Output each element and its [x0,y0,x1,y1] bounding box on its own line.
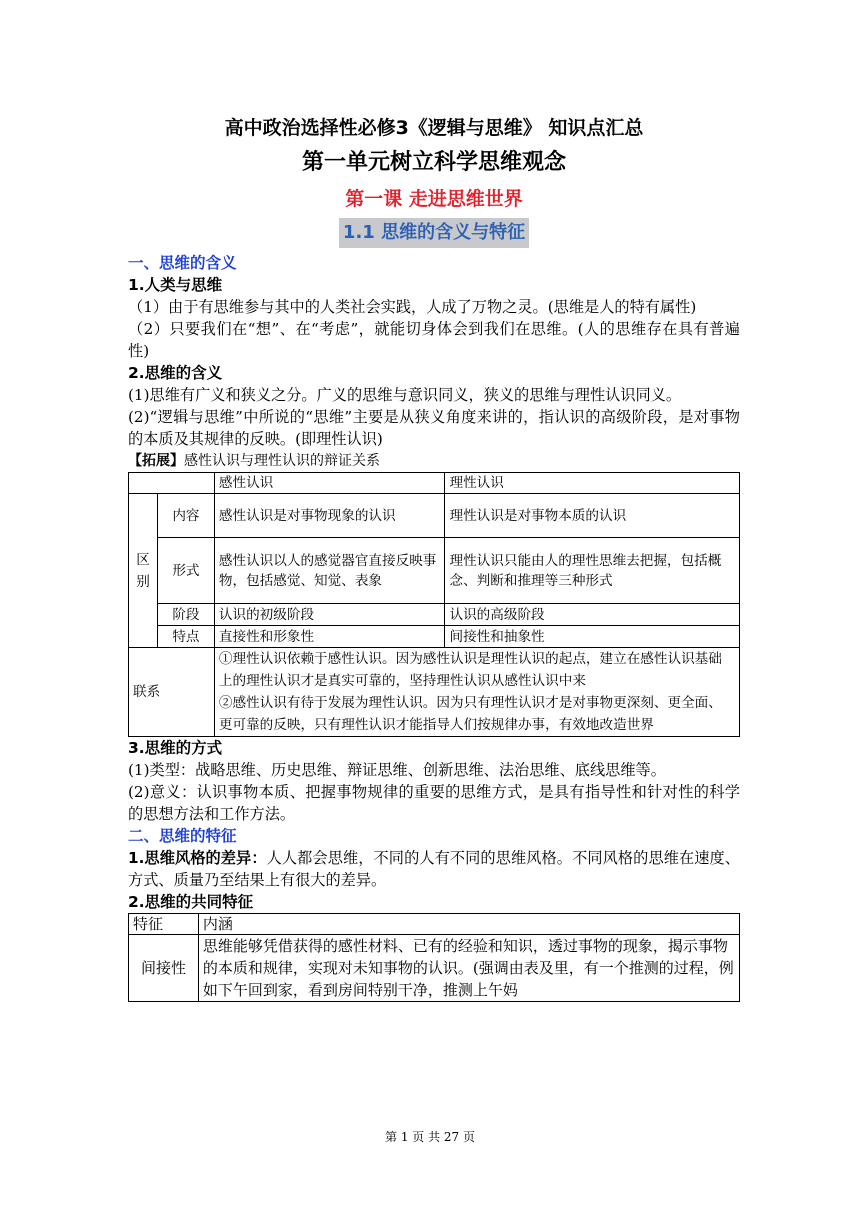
table-row [129,538,740,604]
table-header-row [129,473,740,494]
table-row [129,604,740,626]
subheading-meaning: 2.思维的含义 [128,364,223,382]
table-header-row [129,914,740,935]
page-number: 第 1 页 共 27 页 [385,1130,475,1144]
heading-meaning: 一、思维的含义 [128,254,237,272]
paragraph-style-difference [128,847,740,891]
rational-cell: 理性认识是对事物本质的认识 [445,494,740,538]
heading-features: 二、思维的特征 [128,827,237,845]
table-row [129,494,740,538]
aspect-cell: 特点 [157,626,214,648]
aspect-cell: 阶段 [157,604,214,626]
diff-label-cell [129,494,158,648]
page-content [128,112,740,1002]
aspect-cell: 形式 [157,538,214,604]
paragraph: （2）只要我们在“想”、在“考虑”，就能切身体会到我们在思维。(人的思维存在具有普遍性) [128,320,740,360]
paragraph: (1)类型：战略思维、历史思维、辩证思维、创新思维、法治思维、底线思维等。 [128,761,666,779]
diff-label: 区别 [136,551,150,590]
rational-cell: 间接性和抽象性 [445,626,740,648]
paragraph: （1）由于有思维参与其中的人类社会实践，人成了万物之灵。(思维是人的特有属性) [128,298,697,316]
expand-label: 【拓展】 [128,453,184,469]
expand-text: 感性认识与理性认识的辩证关系 [184,453,380,469]
header-rational: 理性认识 [445,473,740,494]
subheading-thinking-modes: 3.思维的方式 [128,739,223,757]
header-perceptual: 感性认识 [214,473,445,494]
paragraph: (2)“逻辑与思维”中所说的“思维”主要是从狭义角度来讲的，指认识的高级阶段，是对事物的本质及其规律的反映。(即理性认识) [128,408,740,448]
perceptual-cell: 直接性和形象性 [214,626,445,648]
style-text: 人人都会思维，不同的人有不同的思维风格。不同风格的思维在速度、方式、质量乃至结果上有很大的差异。 [128,849,740,889]
rational-cell: 认识的高级阶段 [445,604,740,626]
style-title: 1.思维风格的差异： [128,849,267,867]
cognition-comparison-table [128,472,740,737]
subheading-human-thinking: 1.人类与思维 [128,276,223,294]
table-row-link [129,648,740,737]
rational-cell: 理性认识只能由人的理性思维去把握，包括概念、判断和推理等三种形式 [445,538,740,604]
feature-content-cell: 思维能够凭借获得的感性材料、已有的经验和知识，透过事物的现象，揭示事物的本质和规律，实现对未知事物的认识。(强调由表及里，有一个推测的过程，例如下午回到家，看到房间特别干净，推测上午妈 [198,935,739,1002]
features-table [128,913,740,1002]
feature-cell: 间接性 [129,935,199,1002]
header-feature: 特征 [129,914,199,935]
expand-note [128,450,740,472]
document-title: 高中政治选择性必修3《逻辑与思维》 知识点汇总 [224,117,644,139]
paragraph: (2)意义：认识事物本质、把握事物规律的重要的思维方式，是具有指导性和针对性的科学的思想方法和工作方法。 [128,783,740,823]
link-point-1: ①理性认识依赖于感性认识。因为感性认识是理性认识的起点，建立在感性认识基础上的理性认识才是真实可靠的，坚持理性认识从感性认识中来 [218,651,722,689]
link-point-2: ②感性认识有待于发展为理性认识。因为只有理性认识才是对事物更深刻、更全面、更可靠的反映，只有理性认识才能指导人们按规律办事，有效地改造世界 [218,695,722,733]
perceptual-cell: 认识的初级阶段 [214,604,445,626]
subheading-common-features: 2.思维的共同特征 [128,893,254,911]
perceptual-cell: 感性认识以人的感觉器官直接反映事物，包括感觉、知觉、表象 [214,538,445,604]
aspect-cell: 内容 [157,494,214,538]
link-cell [214,648,739,737]
table-row [129,626,740,648]
section-title: 1.1 思维的含义与特征 [339,218,529,248]
lesson-title: 第一课 走进思维世界 [345,188,523,210]
paragraph: (1)思维有广义和狭义之分。广义的思维与意识同义，狭义的思维与理性认识同义。 [128,386,682,404]
table-row [129,935,740,1002]
link-label: 联系 [129,648,215,737]
unit-title: 第一单元树立科学思维观念 [301,150,566,175]
header-content: 内涵 [198,914,739,935]
perceptual-cell: 感性认识是对事物现象的认识 [214,494,445,538]
